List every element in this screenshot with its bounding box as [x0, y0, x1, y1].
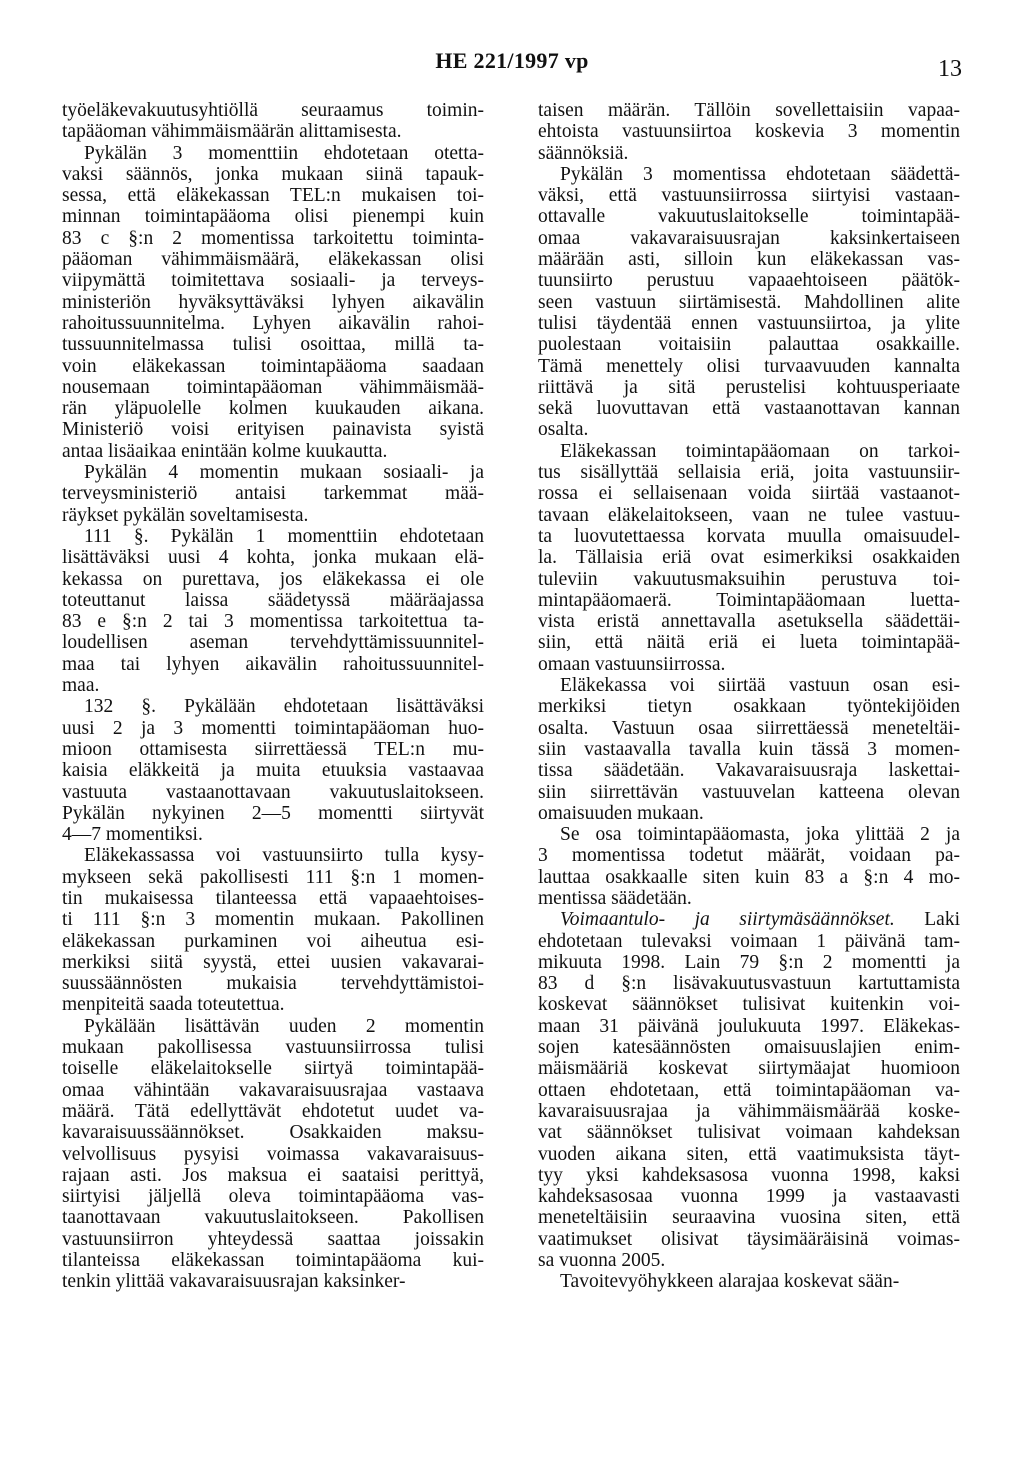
- text-line: 4—7 momentiksi.: [62, 824, 203, 846]
- text-line: Pykälän 3 momentissa ehdotetaan säädettä-: [560, 163, 960, 185]
- text-line: siin, että näitä eriä ei lueta toimintapää-: [538, 632, 960, 654]
- text-line: Pykälän 4 momentin mukaan sosiaali- ja: [84, 462, 484, 484]
- text-line: sekä luovuttavan että vastaanottavan kannan: [538, 398, 960, 420]
- text-line: omaa vakavaraisuusrajan kaksinkertaiseen: [538, 227, 960, 249]
- text-line: suussäännösten mukaisia tervehdyttämistoi-: [62, 973, 484, 995]
- text-line: kavaraisuussäännökset. Osakkaiden maksu-: [62, 1122, 484, 1144]
- text-line: rahoitussuunnitelma. Lyhyen aikavälin rahoi-: [62, 312, 484, 334]
- text-line: Se osa toimintapääomasta, joka ylittää 2 ja: [560, 824, 960, 846]
- text-line: kahdeksasosaa vuonna 1999 ja vastaavasti: [538, 1186, 960, 1208]
- text-line: lisättäväksi uusi 4 kohta, jonka mukaan elä-: [62, 547, 484, 569]
- text-line: lauttaa osakkaalle siten kuin 83 a §:n 4 mo-: [538, 866, 960, 888]
- text-line: taisen määrän. Tällöin sovellettaisiin vapaa-: [538, 100, 960, 121]
- text-line: rajaan asti. Jos maksua ei saataisi perittyä,: [62, 1164, 484, 1186]
- text-line: maa tai lyhyen aikavälin rahoitussuunnitel-: [62, 653, 484, 675]
- text-line: kaisia eläkkeitä ja muita etuuksia vastaavaa: [62, 760, 484, 782]
- text-line: tin mukaisessa tilanteessa että vapaaehtoises-: [62, 887, 484, 909]
- text-line: omaa vähintään vakavaraisuusrajaa vastaava: [62, 1079, 484, 1101]
- text-line: Eläkekassa voi siirtää vastuun osan esi-: [560, 675, 960, 697]
- text-line: mäismääriä koskevat siirtymäajat huomioon: [538, 1058, 960, 1080]
- text-line: vat säännökset tulisivat voimaan kahdeksan: [538, 1122, 960, 1144]
- text-line: osalta.: [538, 419, 589, 441]
- text-line: mentissa säädetään.: [538, 887, 692, 909]
- text-line: tapääoman vähimmäismäärän alittamisesta.: [62, 121, 402, 143]
- text-line: vaatimukset olisivat täysimääräisinä voimas-: [538, 1228, 960, 1250]
- text-line: 83 e §:n 2 tai 3 momentissa tarkoitettua ta-: [62, 611, 484, 633]
- text-line: Tavoitevyöhykkeen alarajaa koskevat sään-: [560, 1271, 900, 1293]
- text-line: 3 momentissa todetut määrät, voidaan pa-: [538, 845, 960, 867]
- text-line: velvollisuus pysyisi voimassa vakavaraisuus-: [62, 1143, 484, 1165]
- text-line: [538, 909, 960, 930]
- text-fragment: Laki: [894, 909, 961, 931]
- text-line: nousemaan toimintapääoman vähimmäismää-: [62, 376, 484, 398]
- text-line: taanottavaan vakuutuslaitokseen. Pakollisen: [62, 1207, 484, 1229]
- text-line: 132 §. Pykälään ehdotetaan lisättäväksi: [84, 696, 484, 718]
- text-line: sessa, että eläkekassan TEL:n mukaisen toi-: [62, 185, 484, 207]
- text-line: mioon ottamisesta siirrettäessä TEL:n mu-: [62, 738, 484, 760]
- text-line: siin vastaavalla tavalla kuin tässä 3 momen-: [538, 738, 960, 760]
- text-line: voin eläkekassan toimintapääoma saadaan: [62, 355, 484, 377]
- left-text-column: [62, 100, 484, 1293]
- text-line: Pykälään lisättävän uuden 2 momentin: [84, 1015, 484, 1037]
- text-line: vista eristä annettavalla asetuksella säädettäi-: [538, 611, 960, 633]
- text-line: toteuttanut laissa säädetyssä määräajassa: [62, 589, 484, 611]
- text-line: vastuunsiirron yhteydessä saattaa joissakin: [62, 1228, 484, 1250]
- text-line: meneteltäisiin seuraavina vuosina siten, että: [538, 1207, 960, 1229]
- document-header-title: HE 221/1997 vp: [435, 48, 589, 73]
- text-line: viipymättä toimitettava sosiaali- ja terveys-: [62, 270, 484, 292]
- text-line: tenkin ylittää vakavaraisuusrajan kaksinker-: [62, 1271, 406, 1293]
- text-line: säännöksiä.: [538, 142, 629, 164]
- text-line: terveysministeriö antaisi tarkemmat mää-: [62, 483, 484, 505]
- text-line: riittävä ja sitä perustelisi kohtuusperiaate: [538, 376, 960, 398]
- text-line: eläkekassan purkaminen voi aiheutua esi-: [62, 930, 484, 952]
- italic-heading: Voimaantulo- ja siirtymäsäännökset.: [560, 909, 895, 931]
- text-line: ehtoista vastuunsiirtoa koskevia 3 momentin: [538, 121, 960, 143]
- text-line: loudellisen aseman tervehdyttämissuunnitel-: [62, 632, 484, 654]
- text-line: Pykälän 3 momenttiin ehdotetaan otetta-: [84, 142, 484, 164]
- text-line: mykseen sekä pakollisesti 111 §:n 1 momen-: [62, 866, 484, 888]
- text-line: Tämä menettely olisi turvaavuuden kannalta: [538, 355, 960, 377]
- text-line: määrään asti, silloin kun eläkekassan vas-: [538, 249, 960, 271]
- text-line: ti 111 §:n 3 momentin mukaan. Pakollinen: [62, 909, 484, 931]
- text-line: määrä. Tätä edellyttävät ehdotetut uudet va-: [62, 1100, 484, 1122]
- text-line: ottavalle vakuutuslaitokselle toimintapää-: [538, 206, 960, 228]
- text-line: minnan toimintapääoma olisi pienempi kuin: [62, 206, 484, 228]
- text-line: väksi, että vastuunsiirrossa siirtyisi vastaan-: [538, 185, 960, 207]
- text-line: tuunsiirto perustuu vapaaehtoiseen päätök-: [538, 270, 960, 292]
- text-line: Ministeriö voisi erityisen painavista syistä: [62, 419, 484, 441]
- text-line: tussuunnitelmassa tulisi osoittaa, millä ta-: [62, 334, 484, 356]
- text-line: Eläkekassassa voi vastuunsiirto tulla kysy-: [84, 845, 484, 867]
- text-line: la. Tällaisia eriä ovat esimerkiksi osakkaiden: [538, 547, 960, 569]
- text-line: Pykälän nykyinen 2—5 momentti siirtyvät: [62, 802, 484, 824]
- text-line: rossa ei sellaisenaan voida siirtää vastaanot-: [538, 483, 960, 505]
- text-line: ministeriön hyväksyttäväksi lyhyen aikavälin: [62, 291, 484, 313]
- text-line: mukaan pakollisessa vastuunsiirrossa tulisi: [62, 1037, 484, 1059]
- text-line: siin siirrettävän vastuuvelan katteena olevan: [538, 781, 960, 803]
- text-line: 83 d §:n lisävakuutusvastuun kartuttamista: [538, 973, 960, 995]
- text-line: siirtyisi jäljellä oleva toimintapääoma vas-: [62, 1186, 484, 1208]
- text-line: vuoden aikana siten, että vaatimuksista täyt-: [538, 1143, 960, 1165]
- text-line: merkiksi siitä syystä, ettei uusien vakavarai-: [62, 951, 484, 973]
- text-line: uusi 2 ja 3 momentti toimintapääoman huo-: [62, 717, 484, 739]
- text-line: maan 31 päivänä joulukuuta 1997. Eläkekas-: [538, 1015, 960, 1037]
- text-line: 111 §. Pykälän 1 momenttiin ehdotetaan: [84, 525, 484, 547]
- text-line: mintapääomaerä. Toimintapääomaan luetta-: [538, 589, 960, 611]
- text-line: maa.: [62, 675, 100, 697]
- text-line: vastuuta vastaanottavaan vakuutuslaitokseen.: [62, 781, 484, 803]
- text-line: ottaen ehdotetaan, että toimintapääoman va-: [538, 1079, 960, 1101]
- text-line: menpiteitä saada toteutettua.: [62, 994, 285, 1016]
- text-line: merkiksi tietyn osakkaan työntekijöiden: [538, 696, 960, 718]
- text-line: tus sisällyttää sellaisia eriä, joita vastuunsiir-: [538, 462, 960, 484]
- right-text-column: [538, 100, 960, 1293]
- text-line: tilanteissa eläkekassan toimintapääoma kui-: [62, 1250, 484, 1272]
- text-line: koskevat säännökset tulisivat kuitenkin voi-: [538, 994, 960, 1016]
- text-line: räykset pykälän soveltamisesta.: [62, 504, 309, 526]
- text-line: omaisuuden mukaan.: [538, 802, 704, 824]
- text-line: tuleviin vakuutusmaksuihin perustuva toi-: [538, 568, 960, 590]
- text-line: Eläkekassan toimintapääomaan on tarkoi-: [560, 440, 960, 462]
- text-line: ta luovutettaessa korvata muulla omaisuudel-: [538, 525, 960, 547]
- text-line: mikuuta 1998. Lain 79 §:n 2 momentti ja: [538, 951, 960, 973]
- text-line: rän yläpuolelle kolmen kuukauden aikana.: [62, 398, 484, 420]
- text-line: 83 c §:n 2 momentissa tarkoitettu toiminta-: [62, 227, 484, 249]
- text-line: tissa säädetään. Vakavaraisuusraja laskettai-: [538, 760, 960, 782]
- text-line: kavaraisuusrajaa ja vähimmäismäärää koske-: [538, 1100, 960, 1122]
- text-line: tulisi täydentää ennen vastuunsiirtoa, ja ylite: [538, 312, 960, 334]
- text-line: tyy yksi kahdeksasosa vuonna 1998, kaksi: [538, 1164, 960, 1186]
- text-line: omaan vastuunsiirrossa.: [538, 653, 726, 675]
- text-line: osalta. Vastuun osaa siirrettäessä meneteltäi-: [538, 717, 960, 739]
- text-line: kekassa on purettava, jos eläkekassa ei ole: [62, 568, 484, 590]
- text-line: seen vastuun siirtämisestä. Mahdollinen alite: [538, 291, 960, 313]
- page-number: 13: [938, 56, 962, 82]
- text-line: toiselle eläkelaitokselle siirtyä toimintapää-: [62, 1058, 484, 1080]
- text-line: ehdotetaan tulevaksi voimaan 1 päivänä tam-: [538, 930, 960, 952]
- text-line: tavaan eläkelaitokseen, vaan ne tulee vastuu-: [538, 504, 960, 526]
- text-line: puolestaan voitaisiin palauttaa osakkaille.: [538, 334, 960, 356]
- text-line: vaksi säännös, jonka mukaan siinä tapauk-: [62, 163, 484, 185]
- text-line: pääoman vähimmäismäärä, eläkekassan olisi: [62, 249, 484, 271]
- text-line: sa vuonna 2005.: [538, 1250, 666, 1272]
- text-line: sojen katesäännösten omaisuuslajien enim-: [538, 1037, 960, 1059]
- text-line: antaa lisäaikaa enintään kolme kuukautta.: [62, 440, 388, 462]
- text-line: työeläkevakuutusyhtiöllä seuraamus toimin-: [62, 100, 484, 121]
